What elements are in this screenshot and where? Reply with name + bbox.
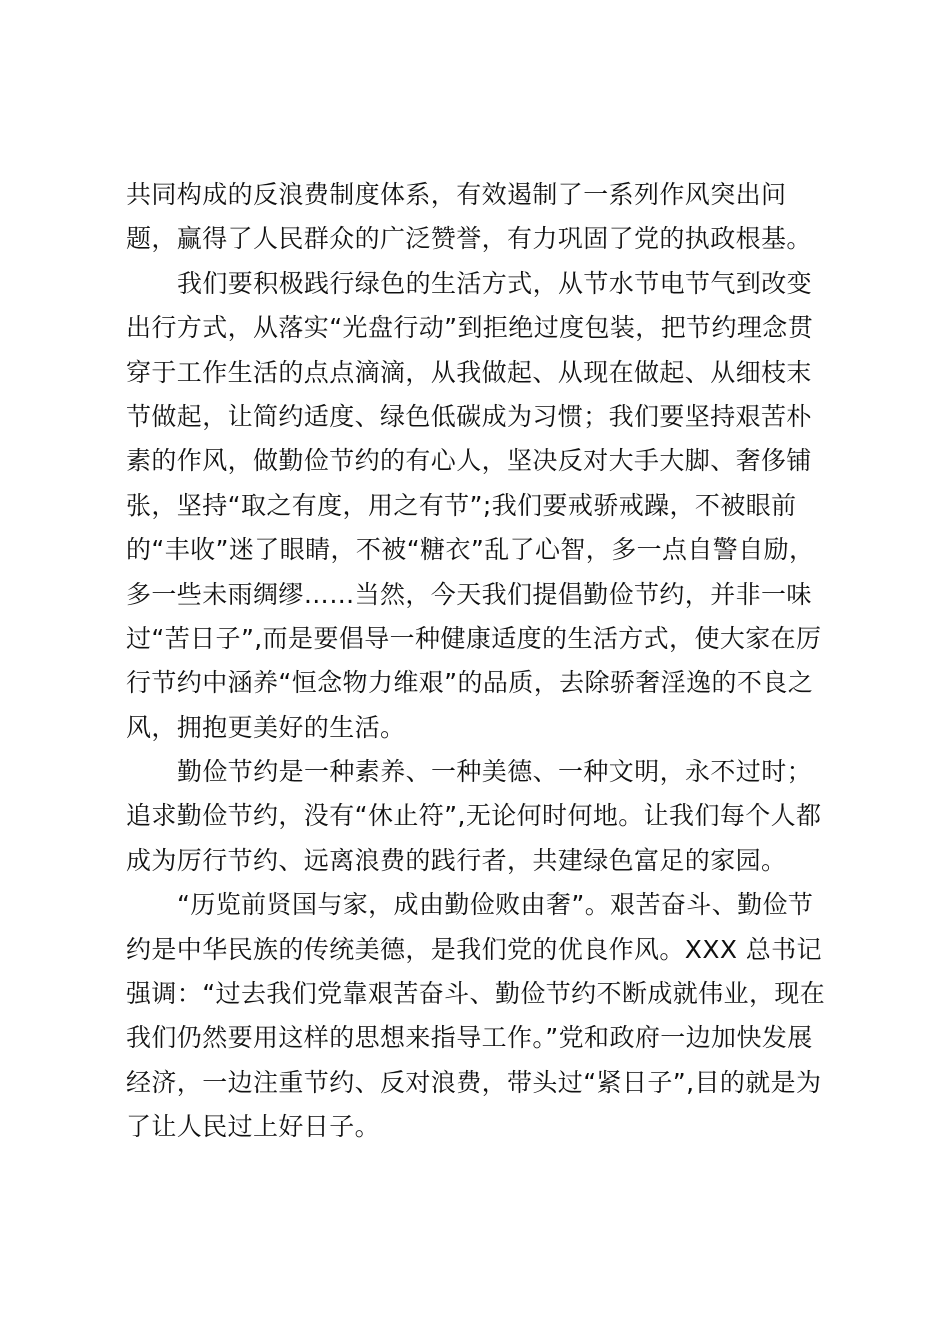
paragraph-4-line-1: “历览前贤国与家，成由勤俭败由奢”。艰苦奋斗、勤俭节 xyxy=(177,890,814,920)
paragraph-4-line-5: 经济，一边注重节约、反对浪费，带头过“紧日子”,目的就是为 xyxy=(126,1067,822,1097)
paragraph-2-line-8: 多一些未雨绸缪……当然，今天我们提倡勤俭节约，并非一味 xyxy=(126,579,812,609)
paragraph-2-line-2: 出行方式，从落实“光盘行动”到拒绝过度包装，把节约理念贯 xyxy=(126,313,814,343)
paragraph-3-line-2: 追求勤俭节约，没有“休止符”,无论何时何地。让我们每个人都 xyxy=(126,801,822,831)
paragraph-2-line-7: 的“丰收”迷了眼睛，不被“糖衣”乱了心智，多一点自警自励， xyxy=(126,535,815,565)
paragraph-2-line-6: 张，坚持“取之有度，用之有节”;我们要戒骄戒躁，不被眼前 xyxy=(126,490,797,520)
paragraph-4-line-4: 我们仍然要用这样的思想来指导工作。”党和政府一边加快发展 xyxy=(126,1023,813,1053)
paragraph-1-line-1: 共同构成的反浪费制度体系，有效遏制了一系列作风突出问 xyxy=(126,180,787,209)
paragraph-4-line-2: 约是中华民族的传统美德，是我们党的优良作风。XXX 总书记 xyxy=(126,934,822,964)
paragraph-1-line-2: 题，赢得了人民群众的广泛赞誉，有力巩固了党的执政根基。 xyxy=(126,224,812,254)
paragraph-2-line-3: 穿于工作生活的点点滴滴，从我做起、从现在做起、从细枝末 xyxy=(126,357,812,387)
paragraph-2-line-5: 素的作风，做勤俭节约的有心人，坚决反对大手大脚、奢侈铺 xyxy=(126,446,812,476)
paragraph-2-line-10: 行节约中涵养“恒念物力维艰”的品质，去除骄奢淫逸的不良之 xyxy=(126,668,814,698)
paragraph-2-line-1: 我们要积极践行绿色的生活方式，从节水节电节气到改变 xyxy=(177,268,813,298)
paragraph-4-line-6: 了让人民过上好日子。 xyxy=(126,1112,381,1142)
paragraph-2-line-11: 风，拥抱更美好的生活。 xyxy=(126,712,406,742)
paragraph-2-line-4: 节做起，让简约适度、绿色低碳成为习惯；我们要坚持艰苦朴 xyxy=(126,401,812,431)
paragraph-2-line-9: 过“苦日子”,而是要倡导一种健康适度的生活方式，使大家在厉 xyxy=(126,623,822,653)
paragraph-4-line-3: 强调：“过去我们党靠艰苦奋斗、勤俭节约不断成就伟业，现在 xyxy=(126,979,826,1009)
paragraph-3-line-1: 勤俭节约是一种素养、一种美德、一种文明，永不过时； xyxy=(177,757,813,787)
document-body xyxy=(126,173,830,1150)
paragraph-3-line-3: 成为厉行节约、远离浪费的践行者，共建绿色富足的家园。 xyxy=(126,845,787,875)
